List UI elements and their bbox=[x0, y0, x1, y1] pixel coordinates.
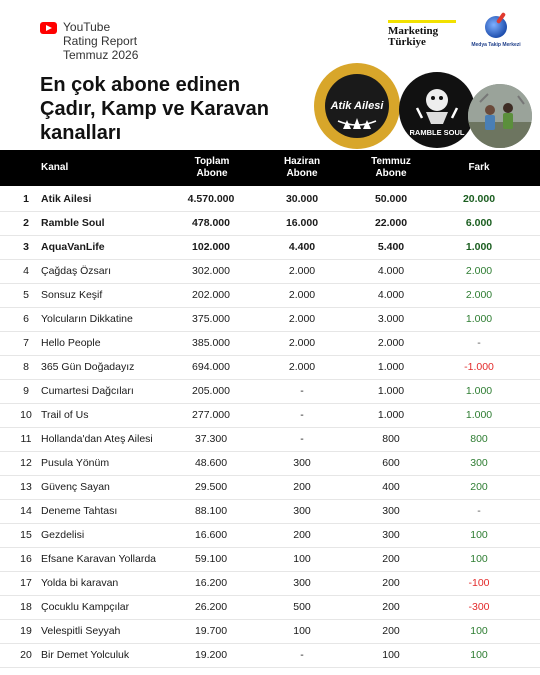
june-subscribers-cell: 300 bbox=[293, 577, 311, 589]
channel-name-cell: Ramble Soul bbox=[41, 217, 105, 229]
difference-cell: 6.000 bbox=[465, 217, 493, 229]
table-row bbox=[0, 524, 540, 548]
june-subscribers-cell: 100 bbox=[293, 553, 311, 565]
ramble-soul-badge bbox=[399, 72, 475, 148]
june-subscribers-cell: - bbox=[300, 649, 304, 661]
june-subscribers-cell: 2.000 bbox=[288, 313, 316, 325]
difference-cell: 100 bbox=[470, 625, 488, 637]
difference-cell: 1.000 bbox=[465, 409, 493, 421]
july-subscribers-cell: 50.000 bbox=[374, 193, 408, 205]
total-subscribers-cell: 478.000 bbox=[192, 217, 230, 229]
report-subtitle bbox=[63, 20, 138, 62]
rank-cell: 12 bbox=[20, 457, 32, 469]
total-subscribers-cell: 19.700 bbox=[194, 625, 228, 637]
rank-cell: 19 bbox=[20, 625, 32, 637]
total-subscribers-cell: 4.570.000 bbox=[187, 193, 235, 205]
table-row bbox=[0, 620, 540, 644]
rank-cell: 4 bbox=[23, 265, 29, 277]
july-subscribers-cell: 800 bbox=[382, 433, 400, 445]
rank-cell: 5 bbox=[23, 289, 29, 301]
total-subscribers-cell: 29.500 bbox=[194, 481, 228, 493]
july-subscribers-cell: 1.000 bbox=[377, 409, 405, 421]
col-haziran: Haziran Abone bbox=[283, 156, 321, 179]
june-subscribers-cell: - bbox=[300, 433, 304, 445]
total-subscribers-cell: 102.000 bbox=[192, 241, 230, 253]
july-subscribers-cell: 200 bbox=[382, 601, 400, 613]
july-subscribers-cell: 200 bbox=[382, 577, 400, 589]
table-row bbox=[0, 428, 540, 452]
difference-cell: 1.000 bbox=[465, 385, 493, 397]
table-row bbox=[0, 452, 540, 476]
difference-cell: 800 bbox=[470, 433, 488, 445]
table-row bbox=[0, 332, 540, 356]
globe-icon bbox=[485, 16, 507, 38]
table-row bbox=[0, 476, 540, 500]
rank-cell: 14 bbox=[20, 505, 32, 517]
col-kanal: Kanal bbox=[41, 162, 69, 173]
july-subscribers-cell: 3.000 bbox=[377, 313, 405, 325]
rank-cell: 7 bbox=[23, 337, 29, 349]
channel-name-cell: Pusula Yönüm bbox=[41, 457, 110, 469]
rank-cell: 16 bbox=[20, 553, 32, 565]
june-subscribers-cell: 500 bbox=[293, 601, 311, 613]
channel-name-cell: Çocuklu Kampçılar bbox=[41, 601, 130, 613]
july-subscribers-cell: 4.000 bbox=[377, 265, 405, 277]
june-subscribers-cell: 16.000 bbox=[285, 217, 319, 229]
table-row bbox=[0, 380, 540, 404]
channel-name-cell: Cumartesi Dağcıları bbox=[41, 385, 134, 397]
table-row bbox=[0, 500, 540, 524]
difference-cell: 1.000 bbox=[465, 241, 493, 253]
ramble-soul-badge-text: RAMBLE SOUL bbox=[409, 128, 465, 137]
table-row bbox=[0, 548, 540, 572]
table-row bbox=[0, 356, 540, 380]
difference-cell: - bbox=[477, 337, 481, 349]
channel-name-cell: Çağdaş Özsarı bbox=[41, 265, 112, 277]
rank-cell: 10 bbox=[20, 409, 32, 421]
channel-name-cell: Yolda bi karavan bbox=[41, 577, 119, 589]
marketing-turkiye-logo bbox=[388, 20, 456, 48]
table-row bbox=[0, 596, 540, 620]
total-subscribers-cell: 385.000 bbox=[192, 337, 230, 349]
total-subscribers-cell: 375.000 bbox=[192, 313, 230, 325]
july-subscribers-cell: 100 bbox=[382, 649, 400, 661]
page-title bbox=[40, 73, 269, 145]
rank-cell: 2 bbox=[23, 217, 29, 229]
channel-name-cell: Efsane Karavan Yollarda bbox=[41, 553, 157, 565]
july-subscribers-cell: 5.400 bbox=[377, 241, 405, 253]
july-subscribers-cell: 1.000 bbox=[377, 385, 405, 397]
june-subscribers-cell: - bbox=[300, 409, 304, 421]
june-subscribers-cell: 200 bbox=[293, 481, 311, 493]
june-subscribers-cell: 300 bbox=[293, 505, 311, 517]
col-toplam: Toplam Abone bbox=[194, 156, 230, 179]
june-subscribers-cell: - bbox=[300, 385, 304, 397]
channel-name-cell: Trail of Us bbox=[41, 409, 89, 421]
table-row bbox=[0, 236, 540, 260]
medya-takip-merkezi-logo bbox=[466, 16, 526, 49]
difference-cell: -1.000 bbox=[464, 361, 494, 373]
rank-cell: 3 bbox=[23, 241, 29, 253]
channel-name-cell: Güvenç Sayan bbox=[41, 481, 110, 493]
total-subscribers-cell: 205.000 bbox=[192, 385, 230, 397]
ranking-table-body bbox=[0, 188, 540, 668]
difference-cell: -300 bbox=[468, 601, 490, 613]
col-temmuz: Temmuz Abone bbox=[371, 156, 411, 179]
yt-line-3: Temmuz 2026 bbox=[63, 48, 139, 62]
channel-name-cell: Gezdelisi bbox=[41, 529, 85, 541]
title-line-1: En çok abone edinen bbox=[40, 74, 241, 96]
total-subscribers-cell: 16.200 bbox=[194, 577, 228, 589]
atik-ailesi-badge bbox=[314, 63, 400, 149]
july-subscribers-cell: 4.000 bbox=[377, 289, 405, 301]
logo-mt-line-2: Türkiye bbox=[388, 36, 426, 48]
yt-line-2: Rating Report bbox=[63, 34, 138, 48]
rank-cell: 13 bbox=[20, 481, 32, 493]
table-row bbox=[0, 572, 540, 596]
table-row bbox=[0, 284, 540, 308]
title-line-2: Çadır, Kamp ve Karavan bbox=[40, 98, 269, 120]
difference-cell: 100 bbox=[470, 649, 488, 661]
total-subscribers-cell: 16.600 bbox=[194, 529, 228, 541]
difference-cell: -100 bbox=[468, 577, 490, 589]
july-subscribers-cell: 400 bbox=[382, 481, 400, 493]
rank-cell: 11 bbox=[20, 433, 32, 445]
july-subscribers-cell: 200 bbox=[382, 553, 400, 565]
rank-cell: 20 bbox=[20, 649, 32, 661]
total-subscribers-cell: 694.000 bbox=[192, 361, 230, 373]
difference-cell: 1.000 bbox=[465, 313, 493, 325]
june-subscribers-cell: 200 bbox=[293, 529, 311, 541]
yt-line-1: YouTube bbox=[63, 20, 111, 34]
total-subscribers-cell: 59.100 bbox=[194, 553, 228, 565]
table-row bbox=[0, 212, 540, 236]
difference-cell: 100 bbox=[470, 553, 488, 565]
june-subscribers-cell: 2.000 bbox=[288, 337, 316, 349]
difference-cell: 2.000 bbox=[465, 265, 493, 277]
total-subscribers-cell: 202.000 bbox=[192, 289, 230, 301]
difference-cell: 2.000 bbox=[465, 289, 493, 301]
total-subscribers-cell: 48.600 bbox=[194, 457, 228, 469]
total-subscribers-cell: 37.300 bbox=[194, 433, 228, 445]
rank-cell: 9 bbox=[23, 385, 29, 397]
total-subscribers-cell: 19.200 bbox=[194, 649, 228, 661]
aquavanlife-photo-art bbox=[468, 84, 532, 148]
table-row bbox=[0, 404, 540, 428]
channel-name-cell: Deneme Tahtası bbox=[41, 505, 118, 517]
difference-cell: - bbox=[477, 505, 481, 517]
channel-name-cell: Hello People bbox=[41, 337, 101, 349]
difference-cell: 200 bbox=[470, 481, 488, 493]
july-subscribers-cell: 300 bbox=[382, 505, 400, 517]
atik-ailesi-badge-art bbox=[314, 63, 400, 149]
june-subscribers-cell: 30.000 bbox=[285, 193, 319, 205]
table-row bbox=[0, 308, 540, 332]
july-subscribers-cell: 1.000 bbox=[377, 361, 405, 373]
youtube-logo-icon bbox=[40, 22, 57, 34]
difference-cell: 300 bbox=[470, 457, 488, 469]
table-row bbox=[0, 260, 540, 284]
logo-mt-line-1: Marketing bbox=[388, 25, 439, 37]
channel-name-cell: Bir Demet Yolculuk bbox=[41, 649, 130, 661]
ramble-soul-badge-art bbox=[399, 72, 475, 148]
rank-cell: 8 bbox=[23, 361, 29, 373]
atik-ailesi-badge-text: Atik Ailesi bbox=[330, 100, 384, 112]
difference-cell: 100 bbox=[470, 529, 488, 541]
july-subscribers-cell: 300 bbox=[382, 529, 400, 541]
june-subscribers-cell: 2.000 bbox=[288, 289, 316, 301]
channel-name-cell: Sonsuz Keşif bbox=[41, 289, 103, 301]
channel-name-cell: Velespitli Seyyah bbox=[41, 625, 121, 637]
col-fark: Fark bbox=[468, 162, 490, 173]
total-subscribers-cell: 88.100 bbox=[194, 505, 228, 517]
june-subscribers-cell: 100 bbox=[293, 625, 311, 637]
channel-name-cell: Yolcuların Dikkatine bbox=[41, 313, 133, 325]
table-row bbox=[0, 644, 540, 668]
july-subscribers-cell: 600 bbox=[382, 457, 400, 469]
logo-accent-bar bbox=[388, 20, 456, 23]
total-subscribers-cell: 302.000 bbox=[192, 265, 230, 277]
channel-name-cell: AquaVanLife bbox=[41, 241, 105, 253]
channel-name-cell: Hollanda'dan Ateş Ailesi bbox=[41, 433, 153, 445]
june-subscribers-cell: 2.000 bbox=[288, 265, 316, 277]
table-header bbox=[0, 150, 540, 186]
july-subscribers-cell: 22.000 bbox=[374, 217, 408, 229]
rank-cell: 18 bbox=[20, 601, 32, 613]
title-line-3: kanalları bbox=[40, 122, 122, 144]
rank-cell: 6 bbox=[23, 313, 29, 325]
july-subscribers-cell: 2.000 bbox=[377, 337, 405, 349]
total-subscribers-cell: 26.200 bbox=[194, 601, 228, 613]
june-subscribers-cell: 4.400 bbox=[288, 241, 316, 253]
aquavanlife-photo bbox=[468, 84, 532, 148]
table-row bbox=[0, 188, 540, 212]
july-subscribers-cell: 200 bbox=[382, 625, 400, 637]
june-subscribers-cell: 2.000 bbox=[288, 361, 316, 373]
logo-mtm-text: Medya Takip Merkezi bbox=[471, 42, 521, 48]
report-header bbox=[0, 0, 540, 150]
rank-cell: 15 bbox=[20, 529, 32, 541]
rank-cell: 17 bbox=[20, 577, 32, 589]
difference-cell: 20.000 bbox=[462, 193, 496, 205]
channel-name-cell: Atik Ailesi bbox=[41, 193, 92, 205]
channel-name-cell: 365 Gün Doğadayız bbox=[41, 361, 135, 373]
june-subscribers-cell: 300 bbox=[293, 457, 311, 469]
total-subscribers-cell: 277.000 bbox=[192, 409, 230, 421]
rank-cell: 1 bbox=[23, 193, 29, 205]
